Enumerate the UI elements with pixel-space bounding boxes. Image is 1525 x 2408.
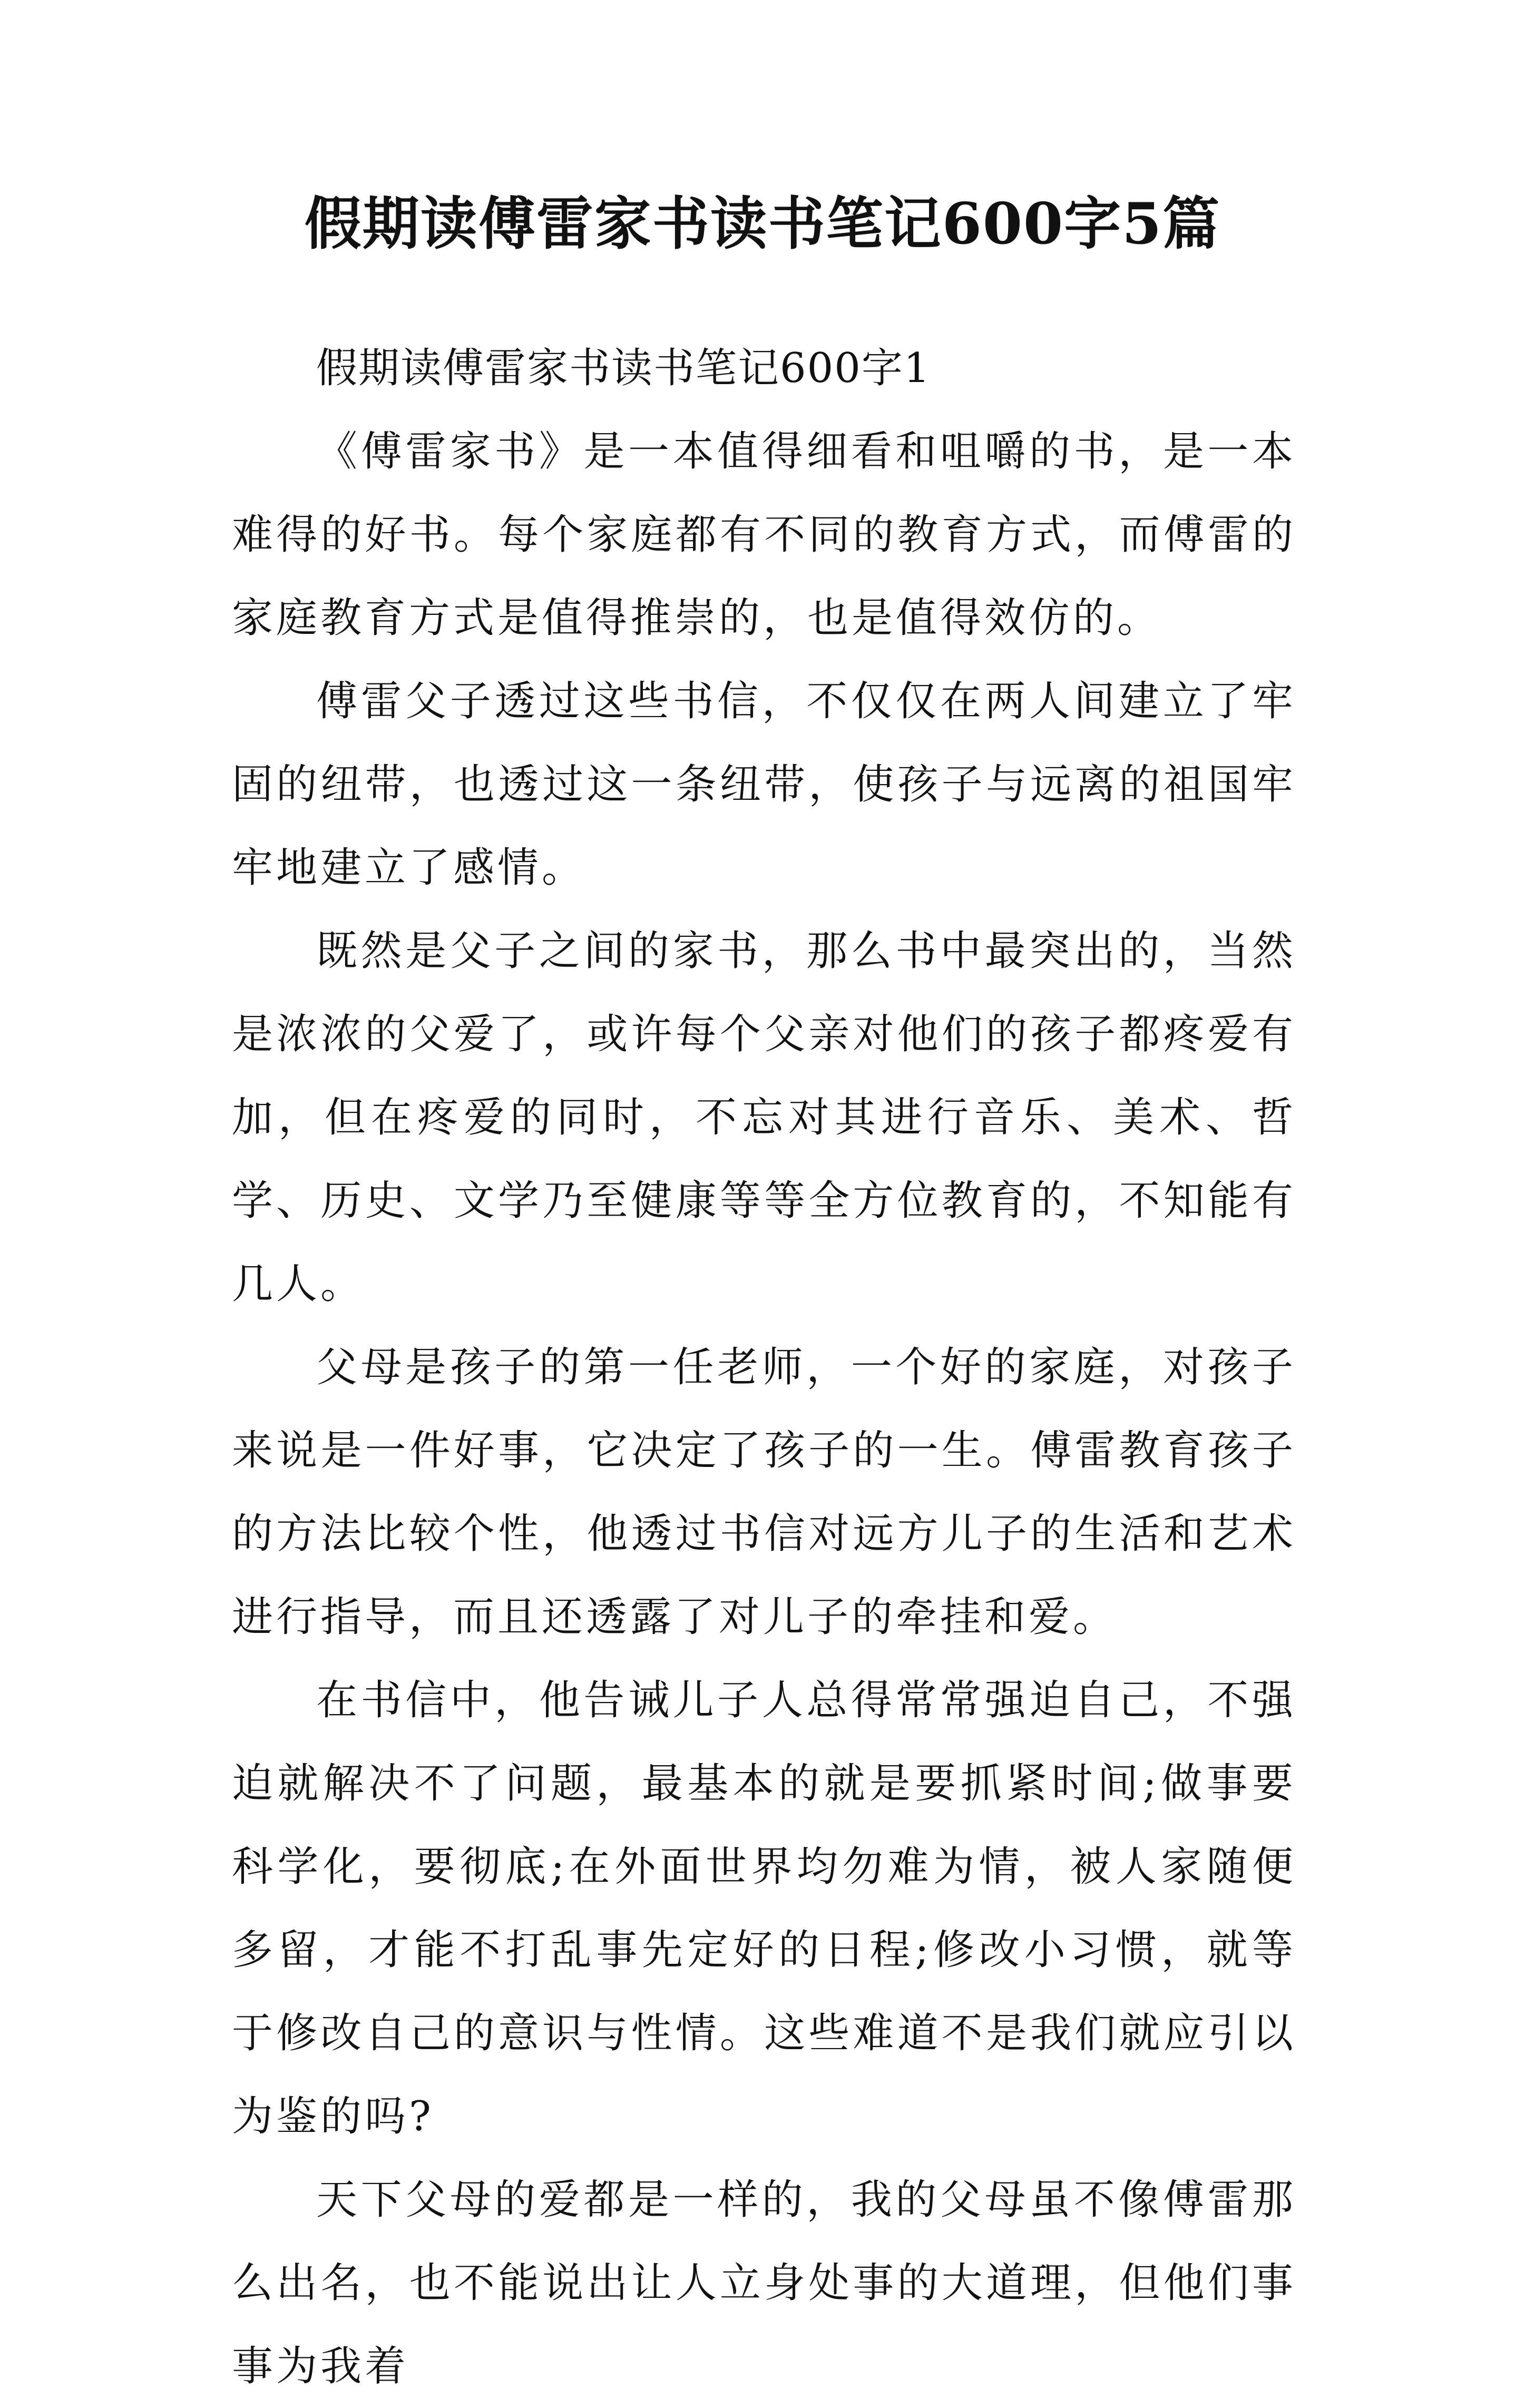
paragraph-5: 在书信中，他告诫儿子人总得常常强迫自己，不强迫就解决不了问题，最基本的就是要抓紧时间;做事要科学化，要彻底;在外面世界均勿难为情，被人家随便多留，才能不打乱事先定好的日程;修改小习惯，就等于修改自己的意识与性情。这些难道不是我们就应引以为鉴的吗? xyxy=(232,1677,1296,2140)
section-heading: 假期读傅雷家书读书笔记600字1 xyxy=(316,345,931,392)
paragraph-3: 既然是父子之间的家书，那么书中最突出的，当然是浓浓的父爱了，或许每个父亲对他们的孩子都疼爱有加，但在疼爱的同时，不忘对其进行音乐、美术、哲学、历史、文学乃至健康等等全方位教育的，不知能有几人。 xyxy=(232,927,1296,1308)
document-title: 假期读傅雷家书读书笔记600字5篇 xyxy=(304,191,1221,257)
paragraph-4: 父母是孩子的第一任老师，一个好的家庭，对孩子来说是一件好事，它决定了孩子的一生。傅雷教育孩子的方法比较个性，他透过书信对远方儿子的生活和艺术进行指导，而且还透露了对儿子的牵挂和爱。 xyxy=(232,1344,1296,1641)
paragraph-2: 傅雷父子透过这些书信，不仅仅在两人间建立了牢固的纽带，也透过这一条纽带，使孩子与远离的祖国牢牢地建立了感情。 xyxy=(232,678,1296,892)
paragraph-6: 天下父母的爱都是一样的，我的父母虽不像傅雷那么出名，也不能说出让人立身处事的大道理，但他们事事为我着 xyxy=(232,2176,1296,2390)
paragraph-1: 《傅雷家书》是一本值得细看和咀嚼的书，是一本难得的好书。每个家庭都有不同的教育方式，而傅雷的家庭教育方式是值得推崇的，也是值得效仿的。 xyxy=(232,428,1296,642)
document-body xyxy=(232,327,1296,2408)
